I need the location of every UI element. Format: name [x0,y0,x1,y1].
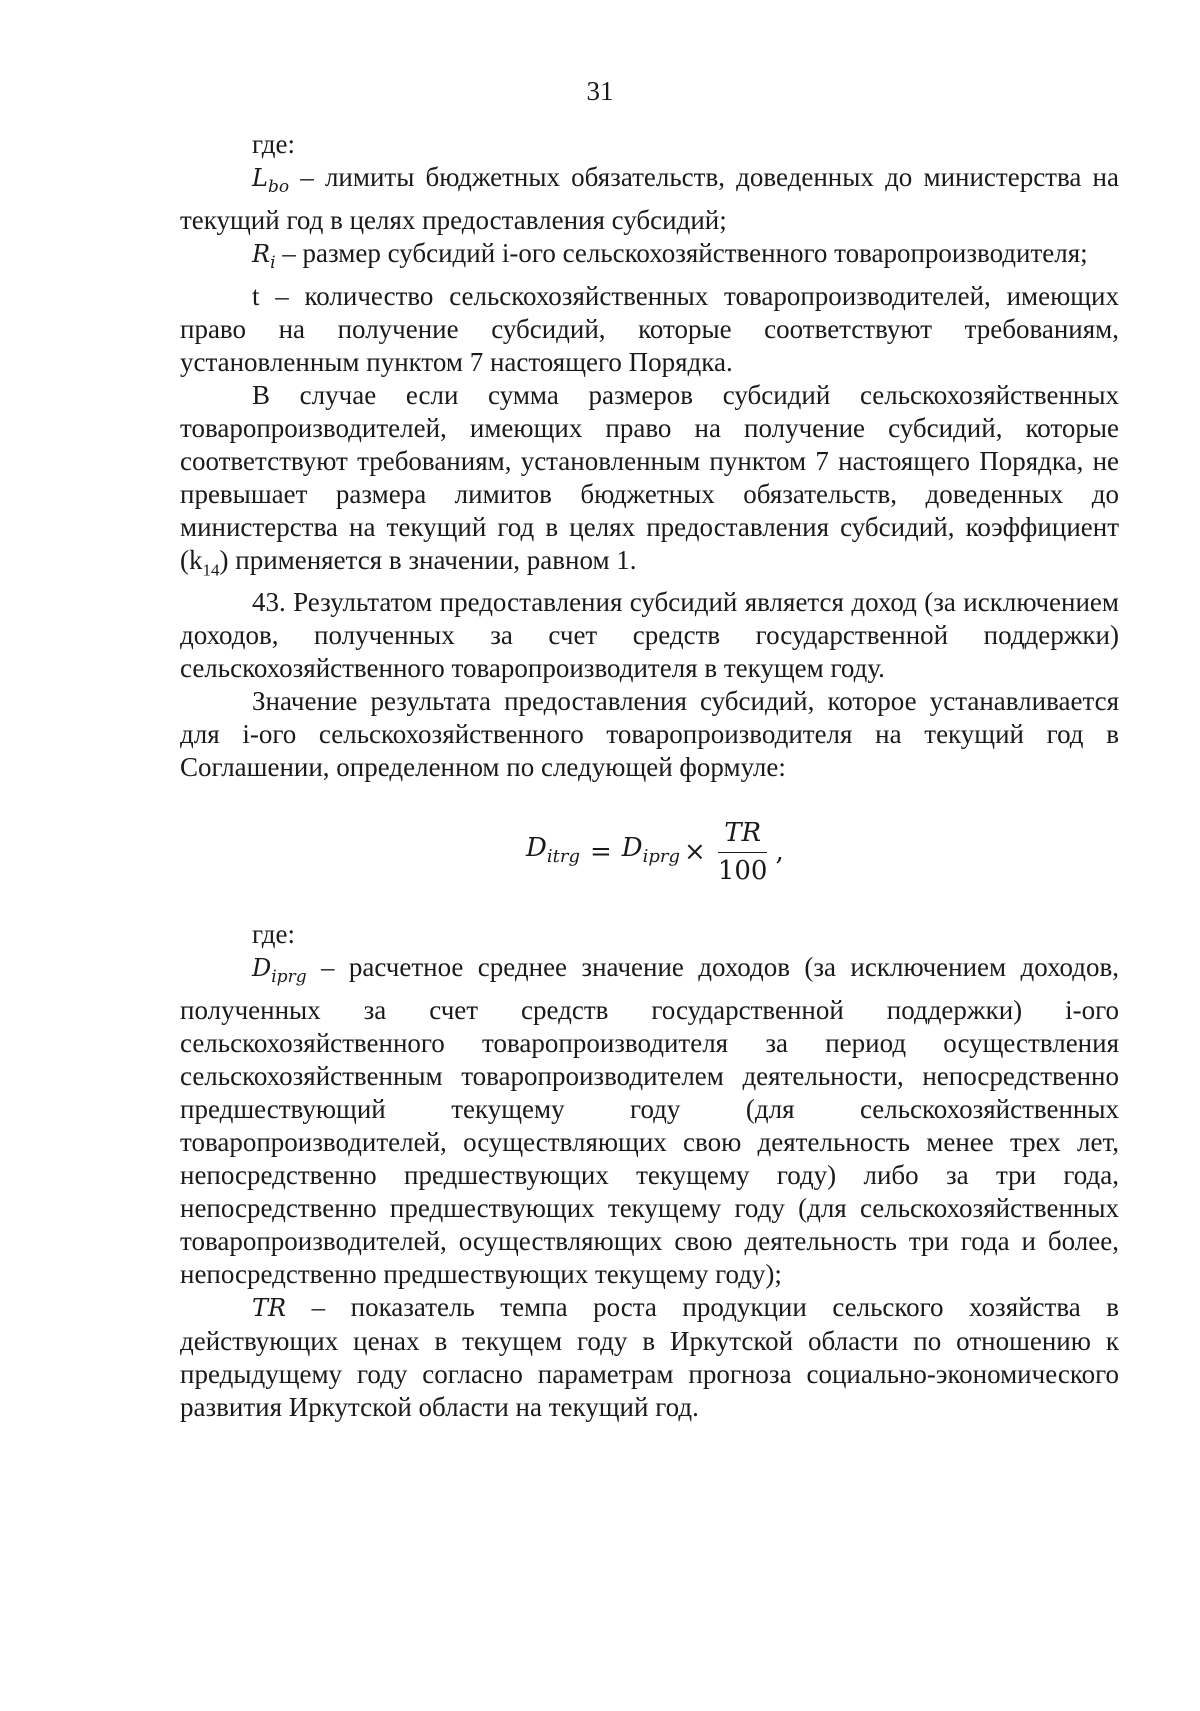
formula [180,798,1119,908]
formula-equals: = [589,837,612,868]
paragraph-43: 43. Результатом предоставления субсидий является доход (за исключением доходов, полученных за счет средств государственной поддержки) сельскохозяйственного товаропроизводителя в текущем году. [180,586,1119,683]
definition-diprg: $D_{iprg}$ – расчетное среднее значение доходов (за исключением доходов, полученных за счет средств государственной поддержки) i-ого сельскохозяйственного товаропроизводителя за период осуществления сельскохозяйственным товаропроизводителем деятельности, непосредственно предшествующий текущему году (для сельскохозяйственных товаропроизводителей, осуществляющих свою деятельность менее трех лет, непосредственно предшествующих текущему году) либо за три года, непосредственно предшествующих текущему году (для сельскохозяйственных товаропроизводителей, осуществляющих свою деятельность три года и более, непосредственно предшествующих текущему году); [180,951,1119,1289]
fraction-numerator: TR [718,817,767,853]
formula-times: × [684,837,706,868]
page-number: 31 [586,76,614,106]
formula-lhs: $D_{itrg}$ [526,833,580,868]
document-body [180,128,1119,1424]
diprg-symbol: $D_{iprg}$ [252,953,307,987]
paragraph-case: В случае если сумма размеров субсидий сельскохозяйственных товаропроизводителей, имеющих право на получение субсидий, которые соответствуют требованиям, установленным пунктом 7 настоящего Порядка, не превышает размера лимитов бюджетных обязательств, доведенных до министерства на текущий год в целях предоставления субсидий, коэффициент $(k_{14})$ применяется в значении, равном 1. [180,379,1119,579]
tr-symbol: TR [252,1293,287,1322]
definition-ri: $R_i$ – размер субсидий i-ого сельскохозяйственного товаропроизводителя; [252,237,1088,273]
formula-fraction [712,817,774,888]
where-label-2: где: [252,918,295,949]
definition-tr: TR – показатель темпа роста продукции сельского хозяйства в действующих ценах в текущем году в Иркутской области по отношению к предыдущему году согласно параметрам прогноза социально-экономического развития Иркутской области на текущий год. [180,1291,1119,1422]
definition-lbo: $L_{bo}$ – лимиты бюджетных обязательств, доведенных до министерства на текущий год в целях предоставления субсидий; [180,162,1119,235]
formula-rhs: $D_{iprg}$ [621,833,681,868]
formula-comma: , [775,837,784,868]
fraction-denominator: 100 [717,856,768,887]
definition-t: t – количество сельскохозяйственных товаропроизводителей, имеющих право на получение субсидий, которые соответствуют требованиям, установленным пунктом 7 настоящего Порядка. [180,280,1119,377]
paragraph-value: Значение результата предоставления субсидий, которое устанавливается для i-ого сельскохозяйственного товаропроизводителя на текущий год в Соглашении, определенном по следующей формуле: [180,685,1119,782]
lbo-symbol: $L_{bo}$ [252,164,290,197]
where-label-1: где: [252,129,295,159]
ri-symbol: $R_i$ [252,239,276,273]
